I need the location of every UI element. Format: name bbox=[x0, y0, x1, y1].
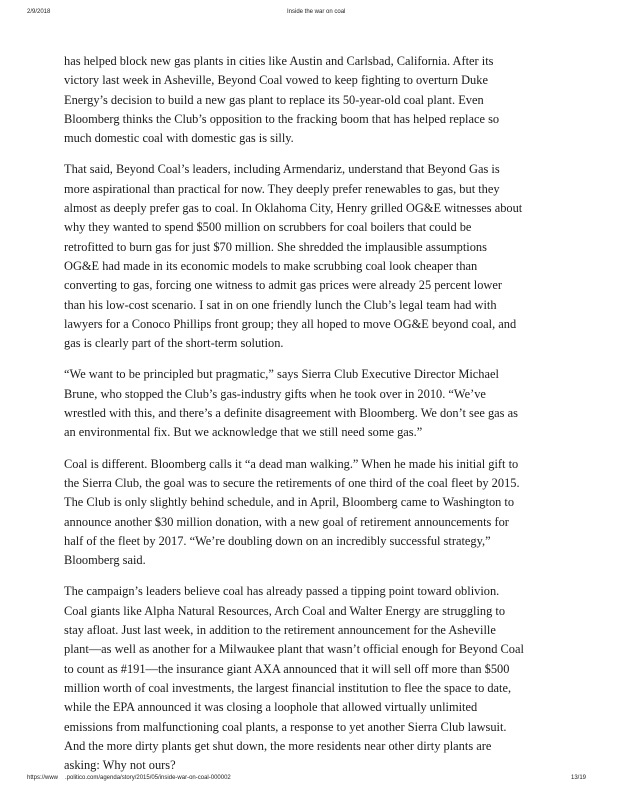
text-line: asking: Why not ours? bbox=[64, 758, 176, 773]
text-line: Bloomberg said. bbox=[64, 553, 146, 568]
text-line: The campaign’s leaders believe coal has already passed a tipping point toward oblivion. bbox=[64, 584, 500, 599]
text-line: retrofitted to burn gas for just $70 million. She shredded the implausible assumptions bbox=[64, 239, 487, 254]
paragraph bbox=[64, 455, 576, 571]
text-line: an environmental fix. But we acknowledge that we still need some gas.” bbox=[64, 425, 423, 440]
text-line: has helped block new gas plants in cities like Austin and Carlsbad, California. After its bbox=[64, 54, 494, 68]
text-line: than his low-cost scenario. I sat in on one friendly lunch the Club’s legal team had with bbox=[64, 297, 497, 312]
header-title: Inside the war on coal bbox=[287, 9, 346, 15]
text-line: announce another $30 million donation, with a new goal of retirement announcements for bbox=[64, 514, 509, 529]
footer-url[interactable]: .politico.com/agenda/story/2015/05/inside-war-on-coal-000002 bbox=[65, 775, 231, 781]
paragraph bbox=[64, 52, 576, 148]
text-line: while the EPA announced it was closing a loophole that allowed virtually unlimited bbox=[64, 700, 478, 715]
header-date: 2/9/2018 bbox=[27, 9, 51, 15]
text-line: lawyers for a Conoco Phillips front group; they all hoped to move OG&E beyond coal, and bbox=[64, 316, 517, 331]
text-line: emissions from malfunctioning coal plants, a response to yet another Sierra Club lawsuit. bbox=[64, 719, 507, 734]
text-line: the Sierra Club, the goal was to secure the retirements of one third of the coal fleet by 2015. bbox=[64, 475, 520, 490]
text-line: victory last week in Asheville, Beyond Coal vowed to keep fighting to overturn Duke bbox=[64, 73, 488, 88]
footer-url-prefix: https://www bbox=[27, 775, 59, 781]
text-line: Energy’s decision to build a new gas plant to replace its 50-year-old coal plant. Even bbox=[64, 92, 484, 107]
text-line: almost as deeply prefer gas to coal. In Oklahoma City, Henry grilled OG&E witnesses about bbox=[64, 201, 523, 216]
text-line: That said, Beyond Coal’s leaders, including Armendariz, understand that Beyond Gas is bbox=[64, 162, 500, 177]
text-line: Coal is different. Bloomberg calls it “a dead man walking.” When he made his initial gift to bbox=[64, 456, 519, 471]
text-line: The Club is only slightly behind schedule, and in April, Bloomberg came to Washington to bbox=[64, 495, 515, 510]
text-line: Coal giants like Alpha Natural Resources, Arch Coal and Walter Energy are struggling to bbox=[64, 603, 506, 618]
text-line: gas is clearly part of the short-term solution. bbox=[64, 336, 284, 351]
text-line: Brune, who stopped the Club’s gas-industry gifts when he took over in 2010. “We’ve bbox=[64, 386, 486, 401]
text-line: more aspirational than practical for now. They deeply prefer renewables to gas, but they bbox=[64, 181, 500, 196]
text-line: to count as #191—the insurance giant AXA announced that it will sell off more than $500 bbox=[64, 661, 510, 676]
paragraph bbox=[64, 160, 576, 353]
text-line: wrestled with this, and there’s a definite disagreement with Bloomberg. We don’t see gas as bbox=[64, 406, 518, 421]
paragraph bbox=[64, 582, 576, 775]
text-line: converting to gas, forcing one witness to admit gas prices were already 25 percent lower bbox=[64, 278, 502, 293]
paragraph bbox=[64, 365, 576, 442]
article-body bbox=[64, 52, 576, 787]
text-line: million worth of coal investments, the largest financial institution to flee the space to date, bbox=[64, 680, 512, 695]
footer-page-number: 13/19 bbox=[571, 775, 587, 781]
text-line: stay afloat. Just last week, in addition to the retirement announcement for the Asheville bbox=[64, 623, 496, 638]
text-line: And the more dirty plants get shut down, the more residents near other dirty plants are bbox=[64, 738, 492, 753]
text-line: OG&E had made in its economic models to make scrubbing coal look cheaper than bbox=[64, 258, 478, 273]
text-line: Bloomberg thinks the Club’s opposition to the fracking boom that has helped replace so bbox=[64, 111, 500, 126]
text-line: plant—as well as another for a Milwaukee plant that wasn’t official enough for Beyond Coal bbox=[64, 642, 524, 657]
text-line: much domestic coal with domestic gas is silly. bbox=[64, 131, 294, 146]
text-line: why they wanted to spend $500 million on scrubbers for coal boilers that could be bbox=[64, 220, 472, 235]
text-line: “We want to be principled but pragmatic,” says Sierra Club Executive Director Michael bbox=[64, 367, 499, 382]
text-line: half of the fleet by 2017. “We’re doubling down on an incredibly successful strategy,” bbox=[64, 533, 491, 548]
